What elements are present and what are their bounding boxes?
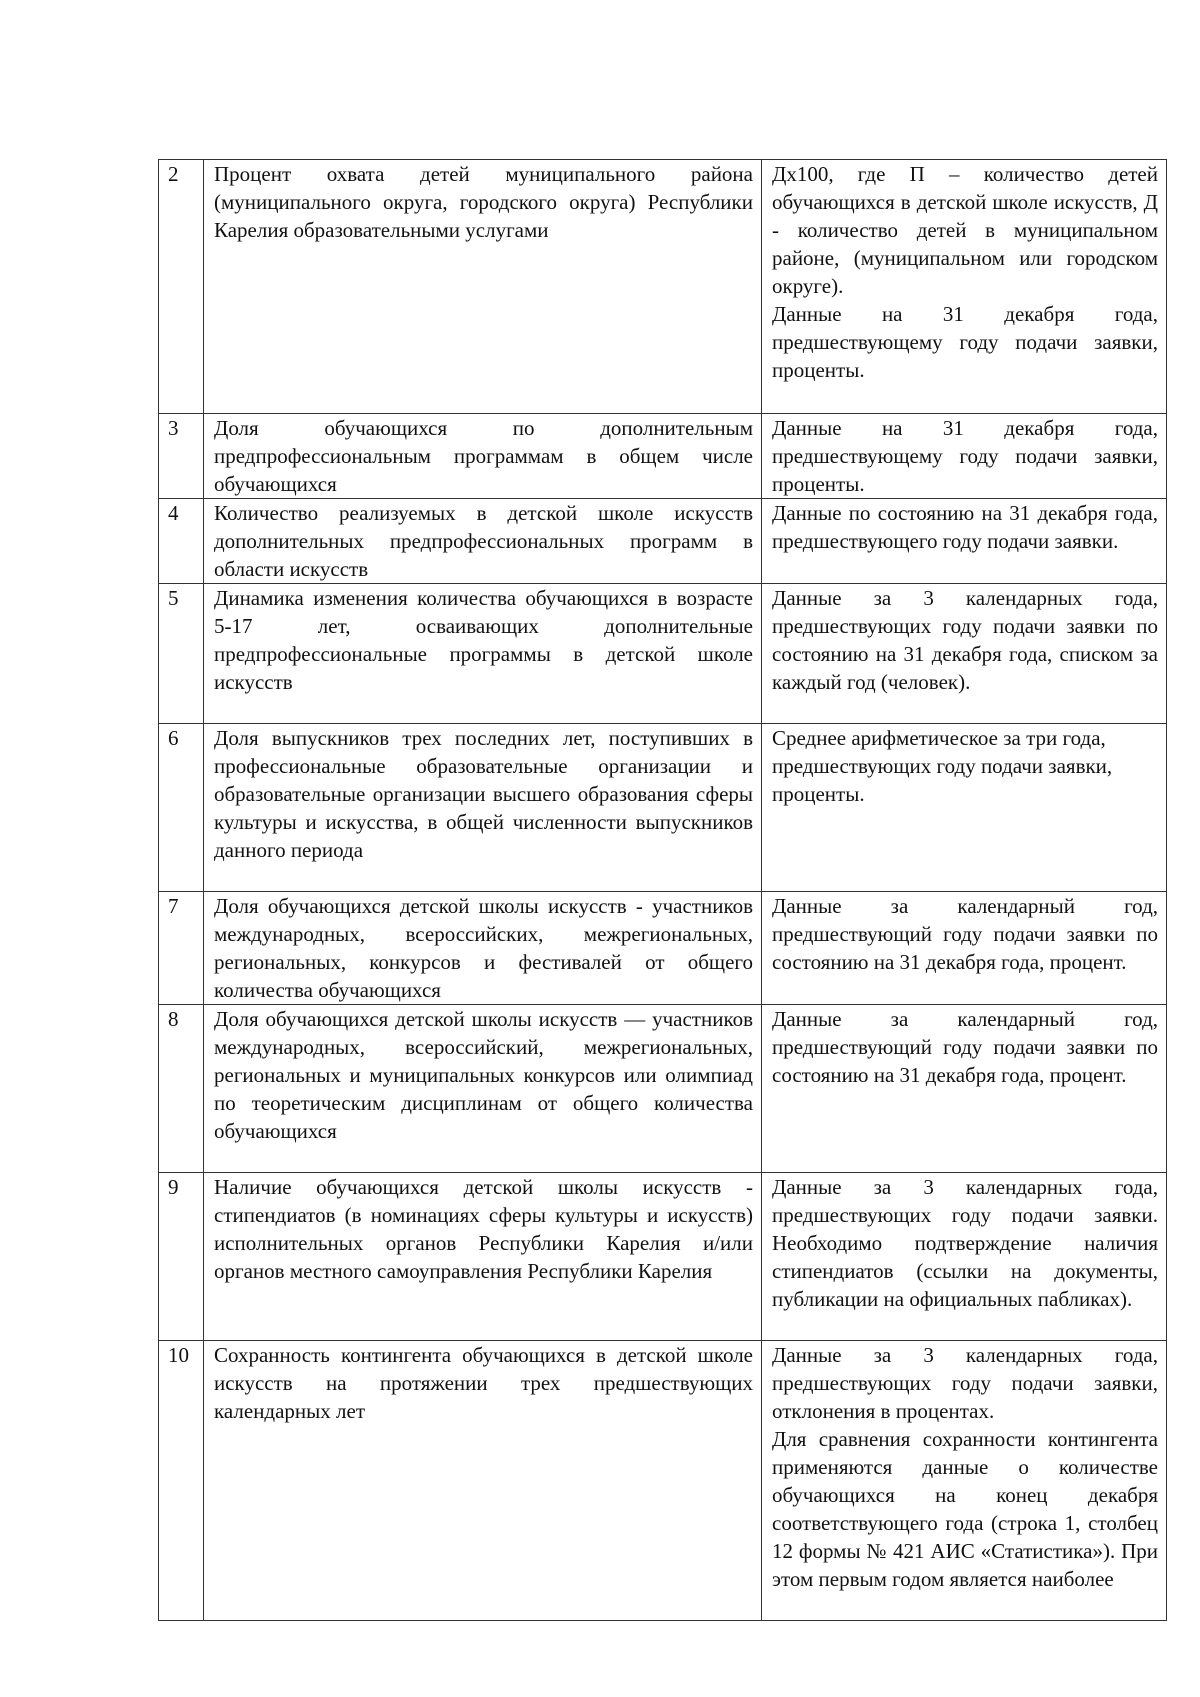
document-page bbox=[158, 159, 1166, 1621]
criterion-description: Количество реализуемых в детской школе искусств дополнительных предпрофессиональных программ в области искусств bbox=[204, 499, 762, 584]
method-paragraph: Данные на 31 декабря года, предшествующему году подачи заявки, проценты. bbox=[772, 416, 1158, 496]
criterion-description: Динамика изменения количества обучающихся в возрасте 5-17 лет, осваивающих дополнительные предпрофессиональные программы в детской школе искусств bbox=[204, 584, 762, 724]
criterion-description: Сохранность контингента обучающихся в детской школе искусств на протяжении трех предшествующих календарных лет bbox=[204, 1341, 762, 1621]
calculation-method bbox=[762, 584, 1167, 724]
row-number: 7 bbox=[159, 892, 204, 1005]
method-paragraph: Данные за календарный год, предшествующий году подачи заявки по состоянию на 31 декабря года, процент. bbox=[772, 1007, 1158, 1087]
table-row bbox=[159, 892, 1167, 1005]
criterion-description: Наличие обучающихся детской школы искусств - стипендиатов (в номинациях сферы культуры и искусств) исполнительных органов Республики Карелия и/или органов местного самоуправления Республики Карелия bbox=[204, 1173, 762, 1341]
table-row bbox=[159, 499, 1167, 584]
row-number: 5 bbox=[159, 584, 204, 724]
criterion-description: Доля обучающихся детской школы искусств - участников международных, всероссийских, межрегиональных, региональных, конкурсов и фестивалей от общего количества обучающихся bbox=[204, 892, 762, 1005]
criterion-description: Доля обучающихся по дополнительным предпрофессиональным программам в общем числе обучающихся bbox=[204, 414, 762, 499]
criteria-table bbox=[158, 159, 1167, 1621]
table-row bbox=[159, 584, 1167, 724]
calculation-method bbox=[762, 1173, 1167, 1341]
criterion-description: Процент охвата детей муниципального района (муниципального округа, городского округа) Республики Карелия образовательными услугами bbox=[204, 160, 762, 414]
table-row bbox=[159, 1173, 1167, 1341]
row-number: 2 bbox=[159, 160, 204, 414]
method-paragraph: Дх100, где П – количество детей обучающихся в детской школе искусств, Д - количество детей в муниципальном районе, (муниципальном или городском округе). bbox=[772, 162, 1158, 298]
row-number: 3 bbox=[159, 414, 204, 499]
method-paragraph: Для сравнения сохранности контингента применяются данные о количестве обучающихся на конец декабря соответствующего года (строка 1, столбец 12 формы № 421 АИС «Статистика»). При этом первым годом является наиболее bbox=[772, 1427, 1158, 1591]
table-row bbox=[159, 160, 1167, 414]
row-number: 9 bbox=[159, 1173, 204, 1341]
table-row bbox=[159, 1005, 1167, 1173]
method-paragraph: Данные за 3 календарных года, предшествующих году подачи заявки по состоянию на 31 декабря года, списком за каждый год (человек). bbox=[772, 586, 1158, 694]
calculation-method bbox=[762, 1341, 1167, 1621]
calculation-method bbox=[762, 499, 1167, 584]
calculation-method bbox=[762, 1005, 1167, 1173]
calculation-method bbox=[762, 160, 1167, 414]
row-number: 6 bbox=[159, 724, 204, 892]
table-row bbox=[159, 1341, 1167, 1621]
table-row bbox=[159, 414, 1167, 499]
calculation-method bbox=[762, 892, 1167, 1005]
method-paragraph: Данные за 3 календарных года, предшествующих году подачи заявки. Необходимо подтверждение наличия стипендиатов (ссылки на документы, публикации на официальных пабликах). bbox=[772, 1175, 1158, 1311]
calculation-method bbox=[762, 414, 1167, 499]
row-number: 8 bbox=[159, 1005, 204, 1173]
criterion-description: Доля обучающихся детской школы искусств — участников международных, всероссийский, межрегиональных, региональных и муниципальных конкурсов или олимпиад по теоретическим дисциплинам от общего количества обучающихся bbox=[204, 1005, 762, 1173]
method-paragraph: Данные на 31 декабря года, предшествующему году подачи заявки, проценты. bbox=[772, 302, 1158, 382]
method-paragraph: Данные за 3 календарных года, предшествующих году подачи заявки, отклонения в процентах. bbox=[772, 1343, 1158, 1423]
method-paragraph: Данные по состоянию на 31 декабря года, предшествующего году подачи заявки. bbox=[772, 501, 1158, 553]
row-number: 4 bbox=[159, 499, 204, 584]
criterion-description: Доля выпускников трех последних лет, поступивших в профессиональные образовательные организации и образовательные организации высшего образования сферы культуры и искусства, в общей численности выпускников данного периода bbox=[204, 724, 762, 892]
table-row bbox=[159, 724, 1167, 892]
method-paragraph: Среднее арифметическое за три года, предшествующих году подачи заявки, проценты. bbox=[772, 726, 1113, 806]
calculation-method bbox=[762, 724, 1167, 892]
row-number: 10 bbox=[159, 1341, 204, 1621]
method-paragraph: Данные за календарный год, предшествующий году подачи заявки по состоянию на 31 декабря года, процент. bbox=[772, 894, 1158, 974]
